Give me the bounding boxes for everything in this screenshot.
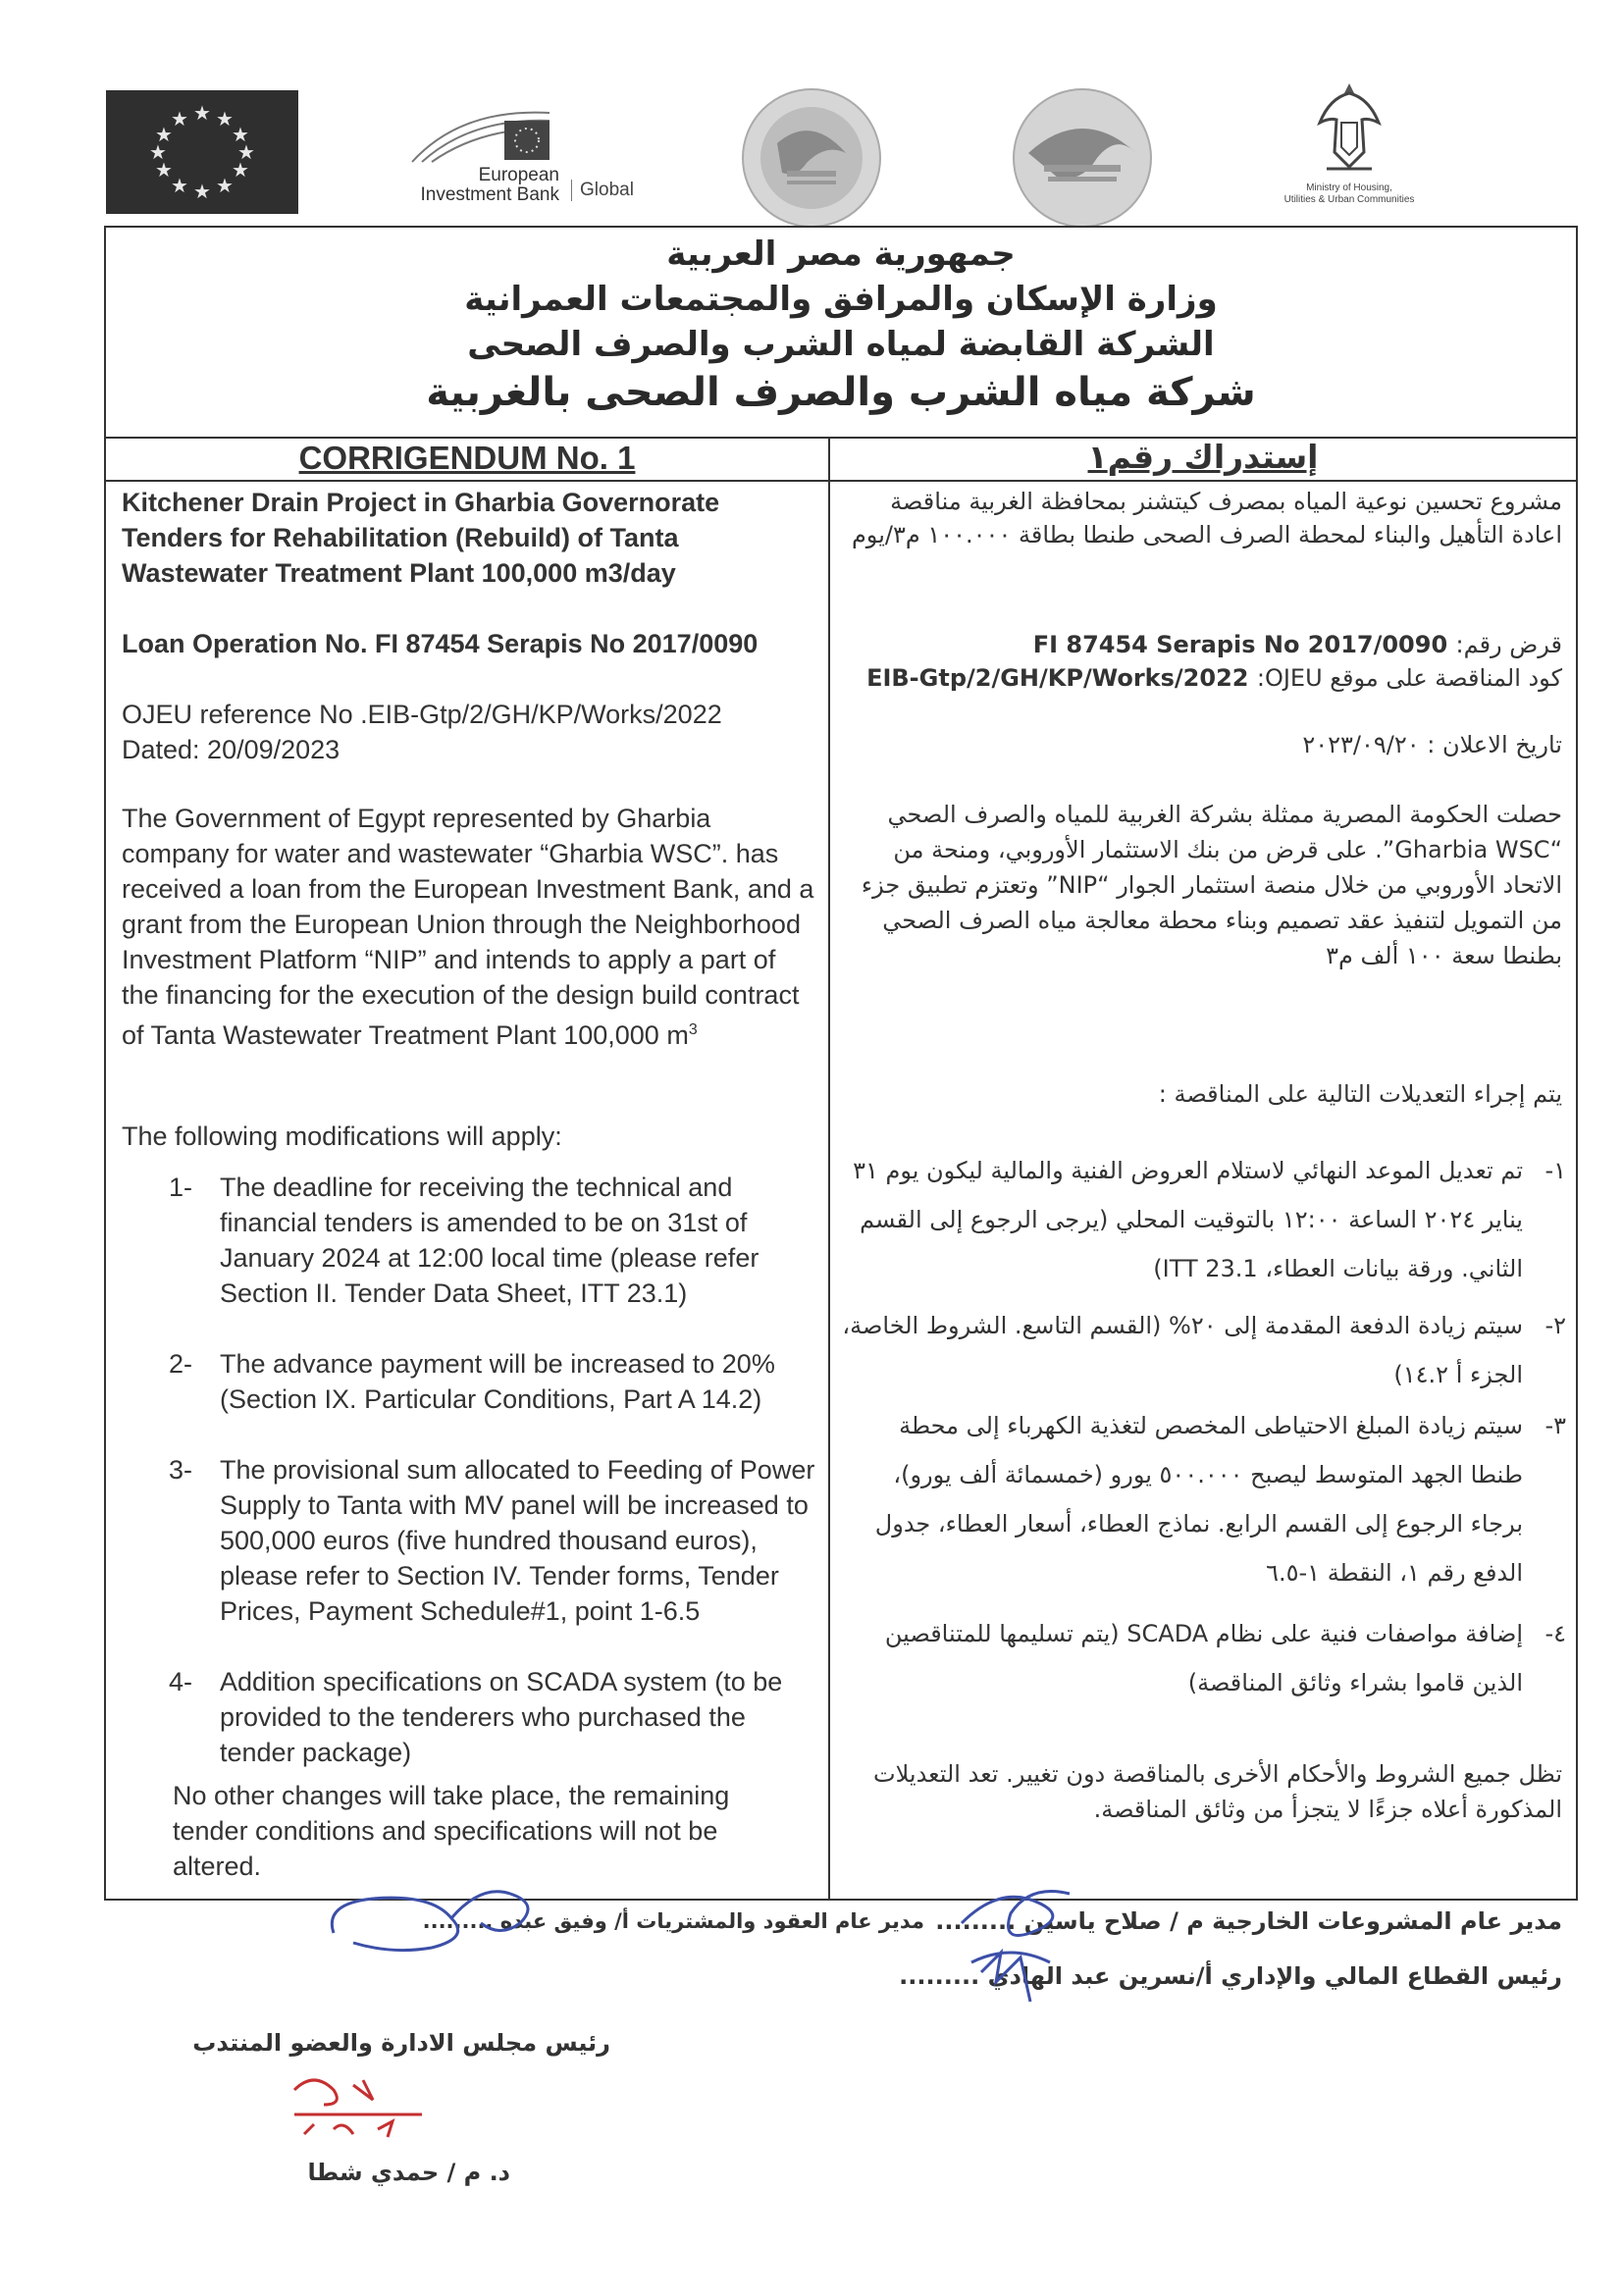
signature-scribble-projects: [942, 1864, 1109, 2021]
item-number: 4-: [169, 1667, 193, 1696]
svg-text:★: ★: [155, 123, 173, 146]
item-text: سيتم زيادة الدفعة المقدمة إلى ٢٠% (القسم التاسع. الشروط الخاصة، الجزء أ ١٤.٢): [842, 1312, 1523, 1388]
chairman-title: رئيس مجلس الادارة والعضو المنتدب: [192, 2029, 610, 2057]
divider-title: [104, 480, 1578, 482]
ministry-line-1: Ministry of Housing,: [1306, 183, 1392, 193]
arabic-header: [106, 228, 1576, 418]
gharbia-company-logo: [738, 84, 885, 232]
eib-arc-icon: [402, 103, 648, 172]
eib-suffix: Global: [571, 180, 634, 201]
closing-paragraph-en: No other changes will take place, the remaining tender conditions and specifications will not be altered.: [173, 1781, 730, 1881]
svg-text:★: ★: [232, 123, 249, 146]
header-line-1: جمهورية مصر العربية: [666, 235, 1016, 274]
svg-text:★: ★: [171, 107, 188, 130]
dated-en: Dated: 20/09/2023: [122, 735, 340, 764]
header-line-4: شركة مياه الشرب والصرف الصحى بالغربية: [426, 370, 1256, 415]
ojeu-reference-ar: [840, 661, 1562, 695]
date-ar: تاريخ الاعلان : ٢٠٢٣/٠٩/٢٠: [1302, 731, 1562, 758]
header-line-3: الشركة القابضة لمياه الشرب والصرف الصحى: [467, 325, 1215, 364]
item-text: سيتم زيادة المبلغ الاحتياطى المخصص لتغذية الكهرباء إلى محطة طنطا الجهد المتوسط ليصبح ٥٠٠.٠٠٠ يورو (خمسمائة ألف يورو)، برجاء الرجوع إلى القسم الرابع. نماذج العطاء، أسعار العطاء، جدول الدفع رقم ١، النقطة ١-٦.٥: [874, 1412, 1523, 1587]
signature-line-finance-head: رئيس القطاع المالي والإداري أ/نسرين عبد الهادي .........: [899, 1962, 1562, 1990]
svg-text:★: ★: [149, 140, 167, 164]
item-number: ٣-: [1544, 1412, 1566, 1439]
chairman-signature-scribble: [285, 2061, 432, 2149]
svg-text:★: ★: [171, 174, 188, 197]
eib-name: European Investment Bank: [420, 165, 559, 205]
project-title-en: Kitchener Drain Project in Gharbia Governorate Tenders for Rehabilitation (Rebuild) of Tanta Wastewater Treatment Plant 100,000 m3/day: [122, 488, 720, 588]
eib-logo: [402, 103, 648, 211]
modifications-heading-ar: يتم إجراء التعديلات التالية على المناقصة :: [1158, 1080, 1562, 1108]
holding-company-logo: [1009, 84, 1156, 232]
ministry-name: [1266, 183, 1433, 206]
signature-line-contracts-director: مدير عام العقود والمشتريات أ/ وفيق عبده .........: [422, 1909, 924, 1933]
intro-superscript: 3: [688, 1021, 698, 1038]
item-text: إضافة مواصفات فنية على نظام SCADA (يتم تسليمها للمتناقصين الذين قاموا بشراء وثائق المناقصة): [884, 1620, 1523, 1696]
item-number: ١-: [1544, 1157, 1566, 1184]
ministry-line-2: Utilities & Urban Communities: [1283, 194, 1415, 205]
intro-text-en: The Government of Egypt represented by Gharbia company for water and wastewater “Gharbia WSC”. has received a loan from the European Investment Bank, and a grant from the European Union through the Neighborhood Investment Platform “NIP” and intends to apply a part of the financing for the execution of the design build contract of Tanta Wastewater Treatment Plant 100,000 m: [122, 804, 814, 1050]
item-text: The deadline for receiving the technical and financial tenders is amended to be on 31st of January 2024 at 12:00 local time (please refer Section II. Tender Data Sheet, ITT 23.1): [220, 1173, 759, 1308]
intro-paragraph-en: [122, 801, 814, 1053]
svg-text:★: ★: [193, 101, 211, 125]
modifications-heading-en: The following modifications will apply:: [122, 1122, 562, 1151]
signature-line-projects-director: مدير عام المشروعات الخارجية م / صلاح ياسين .........: [935, 1907, 1562, 1935]
header-line-2: وزارة الإسكان والمرافق والمجتمعات العمرانية: [464, 280, 1218, 319]
column-divider: [828, 437, 830, 1901]
eagle-emblem-icon: [1315, 78, 1384, 177]
item-number: 2-: [169, 1349, 193, 1379]
chairman-name: د. م / حمدي شطا: [307, 2159, 510, 2186]
item-text: The provisional sum allocated to Feeding of Power Supply to Tanta with MV panel will be increased to 500,000 euros (five hundred thousand euros), please refer to Section IV. Tender forms, Tender Prices, Payment Schedule#1, point 1-6.5: [220, 1455, 815, 1626]
item-text: The advance payment will be increased to 20% (Section IX. Particular Conditions, Part A 14.2): [220, 1349, 775, 1414]
item-text: تم تعديل الموعد النهائي لاستلام العروض الفنية والمالية ليكون يوم ٣١ يناير ٢٠٢٤ الساعة ١٢:٠٠ بالتوقيت المحلي (يرجى الرجوع إلى القسم الثاني. ورقة بيانات العطاء، ITT 23.1): [853, 1157, 1523, 1282]
item-number: ٤-: [1544, 1620, 1566, 1647]
svg-text:★: ★: [216, 174, 234, 197]
ojeu-label-ar: كود المناقصة على موقع OJEU:: [1256, 664, 1562, 692]
svg-text:★: ★: [193, 180, 211, 203]
intro-paragraph-ar: حصلت الحكومة المصرية ممثلة بشركة الغربية للمياه والصرف الصحي “Gharbia WSC”. على قرض من بنك الاستثمار الأوروبي، ومنحة من الاتحاد الأوروبي من خلال منصة استثمار الجوار “NIP” وتعتزم تطبيق جزء من التمويل لتنفيذ عقد تصميم وبناء محطة معالجة مياه الصرف الصحي بطنطا سعة ١٠٠ ألف م٣: [861, 801, 1562, 969]
svg-text:★: ★: [232, 158, 249, 182]
ojeu-value-ar: EIB-Gtp/2/GH/KP/Works/2022: [866, 664, 1249, 692]
eu-stars-icon: [106, 90, 298, 214]
corrigendum-title-en: CORRIGENDUM No. 1: [298, 440, 636, 476]
closing-paragraph-ar: تظل جميع الشروط والأحكام الأخرى بالمناقصة دون تغيير. تعد التعديلات المذكورة أعلاه جزءًا لا يتجزأ من وثائق المناقصة.: [872, 1760, 1562, 1823]
item-number: ٢-: [1544, 1312, 1566, 1339]
logo-bar: [0, 0, 1623, 226]
item-number: 3-: [169, 1455, 193, 1485]
ojeu-reference-en: OJEU reference No .EIB-Gtp/2/GH/KP/Works/2022: [122, 700, 722, 729]
item-number: 1-: [169, 1173, 193, 1202]
project-title-ar: مشروع تحسين نوعية المياه بمصرف كيتشنر بمحافظة الغربية مناقصة اعادة التأهيل والبناء لمحطة الصرف الصحى طنطا بطاقة ١٠٠.٠٠٠ م٣/يوم: [851, 488, 1562, 548]
svg-text:★: ★: [216, 107, 234, 130]
ministry-logo: [1266, 78, 1433, 216]
loan-number-en: Loan Operation No. FI 87454 Serapis No 2017/0090: [122, 629, 759, 658]
corrigendum-title-ar: إستدراك رقم١: [1087, 438, 1319, 476]
loan-value-ar: FI 87454 Serapis No 2017/0090: [1032, 631, 1448, 658]
loan-label-ar: قرض رقم:: [1455, 631, 1562, 658]
svg-text:★: ★: [155, 158, 173, 182]
signature-scribble-contracts: [314, 1864, 569, 1972]
item-text: Addition specifications on SCADA system (to be provided to the tenderers who purchased the tender package): [220, 1667, 783, 1767]
loan-number-ar: [840, 628, 1562, 661]
eu-flag-logo: [106, 90, 298, 214]
svg-text:★: ★: [237, 140, 255, 164]
